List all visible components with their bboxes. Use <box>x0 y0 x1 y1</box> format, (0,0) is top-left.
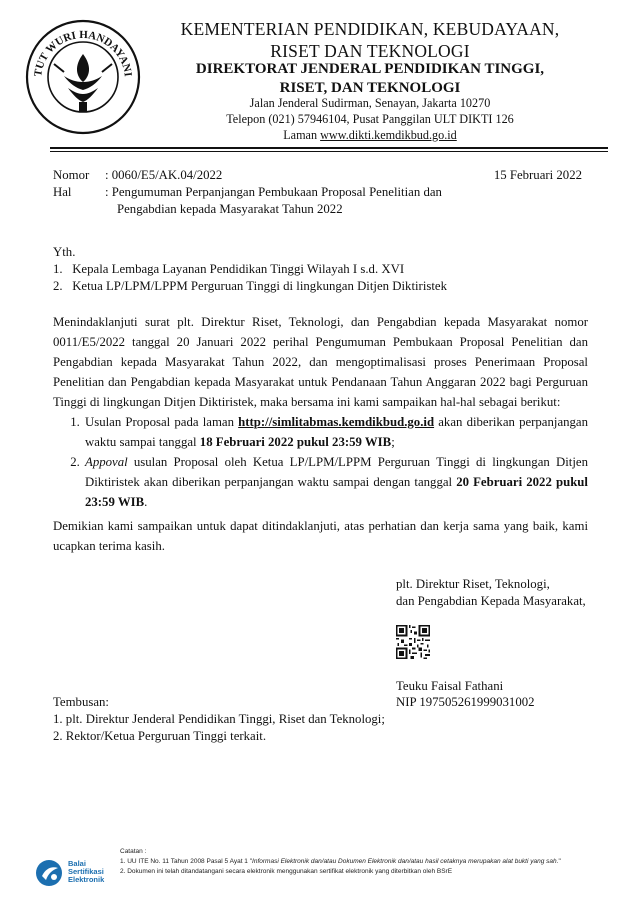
deadline-2: 20 Februari 2022 pukul 23:59 WIB <box>85 475 588 509</box>
tembusan-item: 1. plt. Direktur Jenderal Pendidikan Tinggi, Riset dan Teknologi; <box>53 712 385 726</box>
tembusan-item: 2. Rektor/Ketua Perguruan Tinggi terkait. <box>53 729 267 743</box>
hal-value-line-2: Pengabdian kepada Masyarakat Tahun 2022 <box>117 202 343 216</box>
signatory-nip: NIP 197505261999031002 <box>396 695 535 709</box>
letter-date: 15 Februari 2022 <box>493 168 582 182</box>
qr-code-signature <box>396 625 430 659</box>
footer-note-2: 2. Dokumen ini telah ditandatangani secara elektronik menggunakan sertifikat elektronik yang diterbitkan oleh BSrE <box>120 868 453 875</box>
points-list <box>53 412 588 512</box>
deadline-1: 18 Februari 2022 pukul 23:59 WIB <box>199 435 392 449</box>
approval-word: Appoval <box>85 455 128 469</box>
header-rule-thick <box>50 147 608 149</box>
signatory-title-line-2: dan Pengabdian Kepada Masyarakat, <box>396 594 586 608</box>
street-address: Jalan Jenderal Sudirman, Senayan, Jakarta 10270 <box>249 96 491 110</box>
website-link[interactable]: www.dikti.kemdikbud.go.id <box>320 128 457 142</box>
signatory-name: Teuku Faisal Fathani <box>396 679 504 693</box>
intro-paragraph: Menindaklanjuti surat plt. Direktur Riset, Teknologi, dan Pengabdian kepada Masyarakat nomor 0011/E5/2022 tanggal 20 Januari 2022 perihal Pengumuman Pembukaan Proposal Penelitian dan Pengabdian kepada Masyarakat Tahun 2022, dan mengoptimalisasi proses Penerimaan Proposal Penelitian dan Pengabdian kepada Masyarakat untuk Pendanaan Tahun Anggaran 2022 bagi Perguruan Tinggi di lingkungan Ditjen Diktiristek, maka bersama ini kami sampaikan hal-hal sebagai berikut: <box>53 315 588 409</box>
nomor-value: : 0060/E5/AK.04/2022 <box>105 168 223 182</box>
bsre-wordmark: Balai Sertifikasi Elektronik <box>68 859 105 884</box>
hal-value-line-1: : Pengumuman Perpanjangan Pembukaan Proposal Penelitian dan <box>105 185 442 199</box>
footer-notes <box>120 847 625 877</box>
website-prefix: Laman <box>283 128 321 142</box>
point-item-1: 1. Usulan Proposal pada laman http://simlitabmas.kemdikbud.go.id akan diberikan perpanjangan waktu sampai tanggal 18 Februari 2022 pukul 23:59 WIB; <box>83 412 588 452</box>
ministry-line-2: RISET DAN TEKNOLOGI <box>270 41 470 61</box>
bsre-logo <box>34 856 116 890</box>
directorate-line-2: RISET, DAN TEKNOLOGI <box>279 80 461 96</box>
directorate-line-1: DIREKTORAT JENDERAL PENDIDIKAN TINGGI, <box>195 61 545 77</box>
hal-label: Hal <box>53 185 72 199</box>
header-rule-thin <box>50 151 608 152</box>
svg-text:TUT WURI HANDAYANI: TUT WURI HANDAYANI <box>32 28 134 78</box>
address-block <box>170 95 570 143</box>
recipient-item: 2. Ketua LP/LPM/LPPM Perguruan Tinggi di lingkungan Ditjen Diktiristek <box>53 279 447 293</box>
ministry-line-1: KEMENTERIAN PENDIDIKAN, KEBUDAYAAN, <box>180 19 560 39</box>
salutation: Yth. <box>53 245 76 259</box>
directorate-name <box>170 60 570 98</box>
recipient-item: 1. Kepala Lembaga Layanan Pendidikan Tinggi Wilayah I s.d. XVI <box>53 262 405 276</box>
simlitabmas-link[interactable]: http://simlitabmas.kemdikbud.go.id <box>238 415 435 429</box>
ministry-name <box>170 18 570 62</box>
catatan-label: Catatan : <box>120 848 147 855</box>
tembusan-label: Tembusan: <box>53 695 109 709</box>
phone-line: Telepon (021) 57946104, Pusat Panggilan ULT DIKTI 126 <box>226 112 514 126</box>
bsre-icon <box>34 858 64 888</box>
closing-paragraph: Demikian kami sampaikan untuk dapat ditindaklanjuti, atas perhatian dan kerja sama yang baik, kami ucapkan terima kasih. <box>53 519 588 553</box>
footer-note-1: 1. UU ITE No. 11 Tahun 2008 Pasal 5 Ayat 1 "Informasi Elektronik dan/atau Dokumen Elektronik dan/atau hasil cetaknya merupakan alat bukti yang sah." <box>120 858 561 865</box>
tut-wuri-handayani-logo <box>24 18 142 136</box>
signatory-title-line-1: plt. Direktur Riset, Teknologi, <box>396 577 550 591</box>
nomor-label: Nomor <box>53 168 90 182</box>
website-line <box>170 127 570 143</box>
point-item-2: 2. Appoval usulan Proposal oleh Ketua LP/LPM/LPPM Perguruan Tinggi di lingkungan Ditjen Diktiristek akan diberikan perpanjangan waktu sampai dengan tanggal 20 Februari 2022 pukul 23:59 WIB. <box>83 452 588 512</box>
